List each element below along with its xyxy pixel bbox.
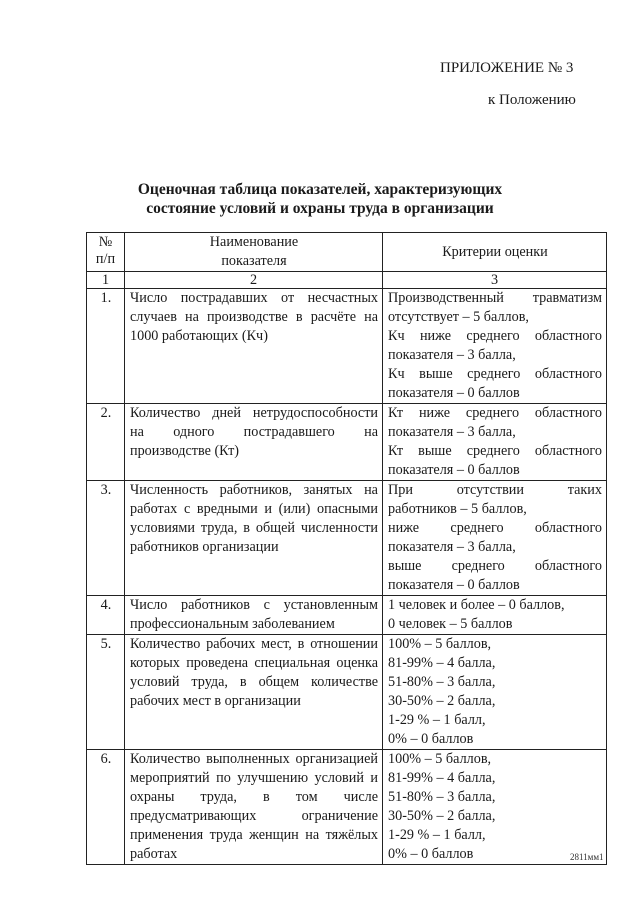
footer-code: 2811мм1 [570,852,604,862]
criteria-line: Кч выше среднего областного [388,366,602,382]
evaluation-criteria [383,596,607,635]
appendix-label: ПРИЛОЖЕНИЕ № 3 [440,60,574,76]
row-number: 5. [87,635,125,750]
indicators-table [86,232,607,865]
criteria-line: 100% – 5 баллов, [388,751,492,767]
table-header-row [87,233,607,272]
table-row [87,404,607,481]
header-criteria: Критерии оценки [383,233,607,272]
criteria-line: 30-50% – 2 балла, [388,693,496,709]
criteria-line: работников – 5 баллов, [388,501,527,517]
column-number-row [87,272,607,289]
document-title [100,180,540,218]
criteria-line: 81-99% – 4 балла, [388,770,496,786]
table-row [87,596,607,635]
evaluation-criteria [383,404,607,481]
criteria-line: 1-29 % – 1 балл, [388,712,486,728]
criteria-line: Кт ниже среднего областного [388,405,602,421]
criteria-line: выше среднего областного [388,558,602,574]
criteria-line: 0% – 0 баллов [388,731,474,747]
header-name: Наименование показателя [125,233,383,272]
table-row [87,481,607,596]
criteria-line: Кт выше среднего областного [388,443,602,459]
row-number: 4. [87,596,125,635]
column-number: 1 [87,272,125,289]
column-number: 3 [383,272,607,289]
criteria-line: показателя – 3 балла, [388,347,516,363]
criteria-line: 51-80% – 3 балла, [388,674,496,690]
criteria-line: показателя – 3 балла, [388,539,516,555]
indicator-name: Число работников с установленным профессиональным заболеванием [125,596,383,635]
criteria-line: показателя – 0 баллов [388,577,520,593]
criteria-line: отсутствует – 5 баллов, [388,309,529,325]
criteria-line: 51-80% – 3 балла, [388,789,496,805]
table-body [87,289,607,865]
indicator-name: Число пострадавших от несчастных случаев на производстве в расчёте на 1000 работающих (Кч) [125,289,383,404]
criteria-line: 1-29 % – 1 балл, [388,827,486,843]
table-row [87,289,607,404]
row-number: 2. [87,404,125,481]
criteria-line: 100% – 5 баллов, [388,636,492,652]
criteria-line: 81-99% – 4 балла, [388,655,496,671]
criteria-line: показателя – 0 баллов [388,385,520,401]
criteria-line: Кч ниже среднего областного [388,328,602,344]
table-row [87,635,607,750]
row-number: 3. [87,481,125,596]
evaluation-criteria [383,750,607,865]
criteria-line: 30-50% – 2 балла, [388,808,496,824]
appendix-sub-label: к Положению [488,92,576,108]
indicator-name: Количество выполненных организацией мероприятий по улучшению условий и охраны труда, в том числе предусматривающих ограничение применения труда женщин на тяжёлых работах [125,750,383,865]
criteria-line: показателя – 3 балла, [388,424,516,440]
row-number: 6. [87,750,125,865]
indicator-name: Количество рабочих мест, в отношении которых проведена специальная оценка условий труда, в общем количестве рабочих мест в организации [125,635,383,750]
table-row [87,750,607,865]
title-line-2: состояние условий и охраны труда в организации [146,200,494,217]
criteria-line: 0 человек – 5 баллов [388,616,513,632]
header-num: № п/п [87,233,125,272]
criteria-line: 1 человек и более – 0 баллов, [388,597,565,613]
evaluation-criteria [383,481,607,596]
indicator-name: Численность работников, занятых на работах с вредными и (или) опасными условиями труда, в общей численности работников организации [125,481,383,596]
column-number: 2 [125,272,383,289]
evaluation-criteria [383,635,607,750]
criteria-line: При отсутствии таких [388,482,602,498]
indicator-name: Количество дней нетрудоспособности на одного пострадавшего на производстве (Кт) [125,404,383,481]
criteria-line: Производственный травматизм [388,290,602,306]
title-line-1: Оценочная таблица показателей, характеризующих [137,181,503,198]
evaluation-criteria [383,289,607,404]
criteria-line: 0% – 0 баллов [388,846,474,862]
row-number: 1. [87,289,125,404]
criteria-line: ниже среднего областного [388,520,602,536]
criteria-line: показателя – 0 баллов [388,462,520,478]
